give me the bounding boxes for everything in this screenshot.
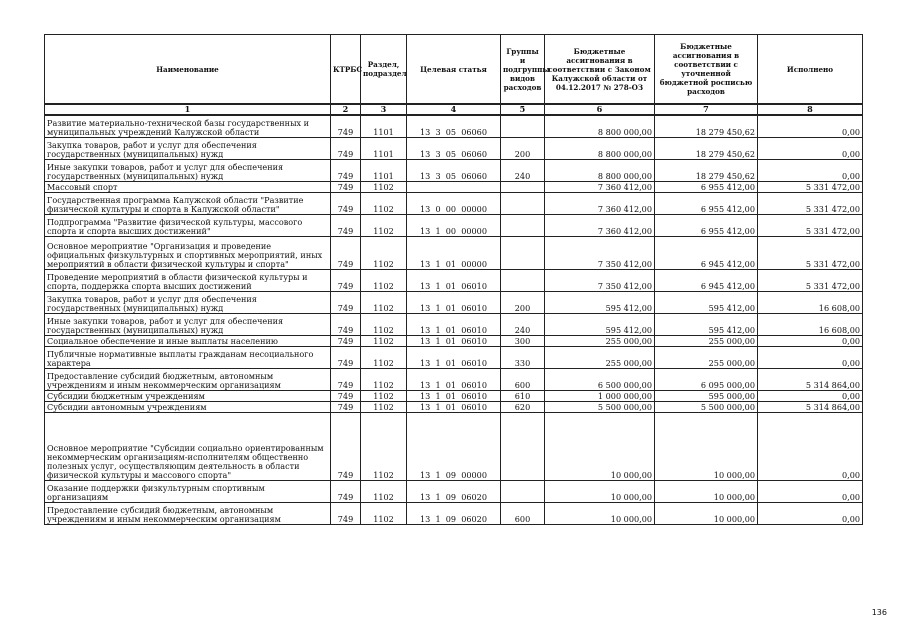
cell-refined: 10 000,00 bbox=[655, 502, 758, 524]
column-number: 3 bbox=[361, 104, 407, 115]
cell-refined: 18 279 450,62 bbox=[655, 159, 758, 181]
cell-law: 10 000,00 bbox=[545, 412, 655, 480]
cell-done: 0,00 bbox=[758, 115, 863, 137]
table-row bbox=[45, 214, 863, 236]
cell-ktrbs: 749 bbox=[331, 390, 361, 401]
table-row bbox=[45, 335, 863, 346]
table-row bbox=[45, 502, 863, 524]
cell-name: Предоставление субсидий бюджетным, автономным учреждениям и иным некоммерческим организациям bbox=[45, 368, 331, 390]
cell-section: 1102 bbox=[361, 346, 407, 368]
column-number: 5 bbox=[501, 104, 545, 115]
cell-done: 16 608,00 bbox=[758, 291, 863, 313]
table-body bbox=[45, 115, 863, 524]
cell-done: 0,00 bbox=[758, 502, 863, 524]
table-row bbox=[45, 313, 863, 335]
cell-name: Субсидии бюджетным учреждениям bbox=[45, 390, 331, 401]
cell-refined: 18 279 450,62 bbox=[655, 115, 758, 137]
cell-law: 7 360 412,00 bbox=[545, 192, 655, 214]
cell-refined: 6 945 412,00 bbox=[655, 236, 758, 269]
cell-target: 13 1 09 06020 bbox=[407, 480, 501, 502]
cell-section: 1102 bbox=[361, 368, 407, 390]
cell-group bbox=[501, 236, 545, 269]
cell-target: 13 1 01 06010 bbox=[407, 269, 501, 291]
column-number: 8 bbox=[758, 104, 863, 115]
cell-group: 240 bbox=[501, 159, 545, 181]
table-row bbox=[45, 401, 863, 412]
cell-section: 1102 bbox=[361, 480, 407, 502]
cell-section: 1102 bbox=[361, 181, 407, 192]
cell-group bbox=[501, 269, 545, 291]
cell-refined: 18 279 450,62 bbox=[655, 137, 758, 159]
cell-law: 255 000,00 bbox=[545, 335, 655, 346]
cell-law: 7 350 412,00 bbox=[545, 236, 655, 269]
table-row bbox=[45, 368, 863, 390]
cell-refined: 6 955 412,00 bbox=[655, 214, 758, 236]
column-number: 7 bbox=[655, 104, 758, 115]
header-target: Целевая статья bbox=[407, 35, 501, 105]
cell-target: 13 0 00 00000 bbox=[407, 192, 501, 214]
cell-target: 13 1 09 00000 bbox=[407, 412, 501, 480]
cell-ktrbs: 749 bbox=[331, 192, 361, 214]
header-section: Раздел, подраздел bbox=[361, 35, 407, 105]
cell-ktrbs: 749 bbox=[331, 368, 361, 390]
cell-name: Основное мероприятие "Организация и проведение официальных физкультурных и спортивных мероприятий, иных мероприятий в области физической культуры и спорта" bbox=[45, 236, 331, 269]
cell-group bbox=[501, 181, 545, 192]
cell-target: 13 3 05 06060 bbox=[407, 159, 501, 181]
cell-section: 1102 bbox=[361, 269, 407, 291]
cell-group bbox=[501, 214, 545, 236]
cell-refined: 6 955 412,00 bbox=[655, 181, 758, 192]
cell-ktrbs: 749 bbox=[331, 291, 361, 313]
table-row bbox=[45, 412, 863, 480]
column-number: 1 bbox=[45, 104, 331, 115]
cell-name: Основное мероприятие "Субсидии социально ориентированным некоммерческим организациям-исполнителям общественно полезных услуг, осуществляющим деятельность в области физической культуры и массового спорта" bbox=[45, 412, 331, 480]
cell-done: 5 314 864,00 bbox=[758, 401, 863, 412]
cell-name: Подпрограмма "Развитие физической культуры, массового спорта и спорта высших достижений" bbox=[45, 214, 331, 236]
cell-ktrbs: 749 bbox=[331, 335, 361, 346]
cell-refined: 10 000,00 bbox=[655, 412, 758, 480]
cell-name: Публичные нормативные выплаты гражданам несоциального характера bbox=[45, 346, 331, 368]
cell-refined: 595 412,00 bbox=[655, 313, 758, 335]
cell-done: 5 331 472,00 bbox=[758, 192, 863, 214]
cell-section: 1102 bbox=[361, 313, 407, 335]
cell-section: 1102 bbox=[361, 335, 407, 346]
cell-group bbox=[501, 480, 545, 502]
cell-ktrbs: 749 bbox=[331, 313, 361, 335]
cell-ktrbs: 749 bbox=[331, 502, 361, 524]
table-row bbox=[45, 181, 863, 192]
cell-target: 13 1 01 06010 bbox=[407, 390, 501, 401]
cell-done: 0,00 bbox=[758, 137, 863, 159]
cell-section: 1102 bbox=[361, 236, 407, 269]
cell-name: Предоставление субсидий бюджетным, автономным учреждениям и иным некоммерческим организациям bbox=[45, 502, 331, 524]
cell-section: 1102 bbox=[361, 502, 407, 524]
cell-ktrbs: 749 bbox=[331, 401, 361, 412]
cell-target: 13 3 05 06060 bbox=[407, 115, 501, 137]
cell-target: 13 1 01 00000 bbox=[407, 236, 501, 269]
column-number: 4 bbox=[407, 104, 501, 115]
table-row bbox=[45, 159, 863, 181]
budget-table bbox=[44, 34, 863, 525]
header-name: Наименование bbox=[45, 35, 331, 105]
header-law: Бюджетные ассигнования в соответствии с Законом Калужской области от 04.12.2017 № 278-ОЗ bbox=[545, 35, 655, 105]
cell-target bbox=[407, 181, 501, 192]
cell-ktrbs: 749 bbox=[331, 115, 361, 137]
cell-name: Массовый спорт bbox=[45, 181, 331, 192]
cell-refined: 5 500 000,00 bbox=[655, 401, 758, 412]
cell-done: 0,00 bbox=[758, 412, 863, 480]
cell-law: 595 412,00 bbox=[545, 313, 655, 335]
cell-refined: 255 000,00 bbox=[655, 346, 758, 368]
table-row bbox=[45, 269, 863, 291]
table-row bbox=[45, 192, 863, 214]
cell-ktrbs: 749 bbox=[331, 159, 361, 181]
cell-ktrbs: 749 bbox=[331, 236, 361, 269]
cell-done: 5 331 472,00 bbox=[758, 236, 863, 269]
cell-name: Развитие материально-технической базы государственных и муниципальных учреждений Калужской области bbox=[45, 115, 331, 137]
header-groups: Группы и подгруппы видов расходов bbox=[501, 35, 545, 105]
cell-group: 240 bbox=[501, 313, 545, 335]
cell-name: Закупка товаров, работ и услуг для обеспечения государственных (муниципальных) нужд bbox=[45, 137, 331, 159]
cell-group: 600 bbox=[501, 502, 545, 524]
cell-section: 1102 bbox=[361, 390, 407, 401]
cell-law: 255 000,00 bbox=[545, 346, 655, 368]
column-number: 2 bbox=[331, 104, 361, 115]
cell-section: 1102 bbox=[361, 291, 407, 313]
cell-name: Проведение мероприятий в области физической культуры и спорта, поддержка спорта высших достижений bbox=[45, 269, 331, 291]
cell-done: 5 331 472,00 bbox=[758, 181, 863, 192]
cell-done: 0,00 bbox=[758, 480, 863, 502]
cell-ktrbs: 749 bbox=[331, 137, 361, 159]
cell-target: 13 1 01 06010 bbox=[407, 368, 501, 390]
cell-done: 5 331 472,00 bbox=[758, 269, 863, 291]
cell-done: 0,00 bbox=[758, 390, 863, 401]
cell-refined: 595 412,00 bbox=[655, 291, 758, 313]
cell-ktrbs: 749 bbox=[331, 269, 361, 291]
cell-law: 10 000,00 bbox=[545, 480, 655, 502]
cell-name: Социальное обеспечение и иные выплаты населению bbox=[45, 335, 331, 346]
cell-refined: 10 000,00 bbox=[655, 480, 758, 502]
cell-target: 13 1 01 06010 bbox=[407, 335, 501, 346]
cell-group: 200 bbox=[501, 291, 545, 313]
cell-law: 1 000 000,00 bbox=[545, 390, 655, 401]
table-row bbox=[45, 236, 863, 269]
table-row bbox=[45, 115, 863, 137]
cell-name: Иные закупки товаров, работ и услуг для обеспечения государственных (муниципальных) нужд bbox=[45, 313, 331, 335]
cell-refined: 6 945 412,00 bbox=[655, 269, 758, 291]
cell-target: 13 1 00 00000 bbox=[407, 214, 501, 236]
cell-law: 5 500 000,00 bbox=[545, 401, 655, 412]
table-row bbox=[45, 137, 863, 159]
cell-ktrbs: 749 bbox=[331, 214, 361, 236]
cell-group: 600 bbox=[501, 368, 545, 390]
cell-law: 6 500 000,00 bbox=[545, 368, 655, 390]
header-ktrbs: КТРБС bbox=[331, 35, 361, 105]
column-number: 6 bbox=[545, 104, 655, 115]
cell-group: 300 bbox=[501, 335, 545, 346]
cell-refined: 595 000,00 bbox=[655, 390, 758, 401]
cell-group bbox=[501, 192, 545, 214]
cell-group bbox=[501, 412, 545, 480]
header-row bbox=[45, 35, 863, 105]
cell-target: 13 1 01 06010 bbox=[407, 401, 501, 412]
cell-ktrbs: 749 bbox=[331, 181, 361, 192]
cell-target: 13 1 01 06010 bbox=[407, 291, 501, 313]
header-done: Исполнено bbox=[758, 35, 863, 105]
budget-sheet bbox=[44, 34, 862, 525]
cell-law: 8 800 000,00 bbox=[545, 159, 655, 181]
cell-group: 620 bbox=[501, 401, 545, 412]
cell-refined: 6 955 412,00 bbox=[655, 192, 758, 214]
table-row bbox=[45, 390, 863, 401]
cell-done: 0,00 bbox=[758, 335, 863, 346]
cell-group: 330 bbox=[501, 346, 545, 368]
cell-law: 10 000,00 bbox=[545, 502, 655, 524]
cell-name: Иные закупки товаров, работ и услуг для обеспечения государственных (муниципальных) нужд bbox=[45, 159, 331, 181]
cell-target: 13 1 01 06010 bbox=[407, 346, 501, 368]
table-row bbox=[45, 291, 863, 313]
cell-name: Субсидии автономным учреждениям bbox=[45, 401, 331, 412]
cell-law: 7 360 412,00 bbox=[545, 181, 655, 192]
cell-done: 0,00 bbox=[758, 346, 863, 368]
cell-law: 595 412,00 bbox=[545, 291, 655, 313]
cell-name: Государственная программа Калужской области "Развитие физической культуры и спорта в Калужской области" bbox=[45, 192, 331, 214]
cell-group bbox=[501, 115, 545, 137]
table-row bbox=[45, 346, 863, 368]
cell-section: 1101 bbox=[361, 137, 407, 159]
cell-done: 5 314 864,00 bbox=[758, 368, 863, 390]
cell-law: 8 800 000,00 bbox=[545, 115, 655, 137]
cell-name: Закупка товаров, работ и услуг для обеспечения государственных (муниципальных) нужд bbox=[45, 291, 331, 313]
cell-refined: 255 000,00 bbox=[655, 335, 758, 346]
cell-law: 8 800 000,00 bbox=[545, 137, 655, 159]
cell-section: 1102 bbox=[361, 214, 407, 236]
column-numbers-row bbox=[45, 104, 863, 115]
cell-name: Оказание поддержки физкультурным спортивным организациям bbox=[45, 480, 331, 502]
cell-done: 5 331 472,00 bbox=[758, 214, 863, 236]
cell-section: 1101 bbox=[361, 159, 407, 181]
cell-group: 200 bbox=[501, 137, 545, 159]
cell-target: 13 3 05 06060 bbox=[407, 137, 501, 159]
cell-refined: 6 095 000,00 bbox=[655, 368, 758, 390]
cell-group: 610 bbox=[501, 390, 545, 401]
cell-ktrbs: 749 bbox=[331, 412, 361, 480]
cell-target: 13 1 09 06020 bbox=[407, 502, 501, 524]
cell-section: 1102 bbox=[361, 192, 407, 214]
cell-done: 16 608,00 bbox=[758, 313, 863, 335]
cell-law: 7 360 412,00 bbox=[545, 214, 655, 236]
header-refined: Бюджетные ассигнования в соответствии с уточненной бюджетной росписью расходов bbox=[655, 35, 758, 105]
table-row bbox=[45, 480, 863, 502]
cell-section: 1101 bbox=[361, 115, 407, 137]
cell-ktrbs: 749 bbox=[331, 480, 361, 502]
cell-done: 0,00 bbox=[758, 159, 863, 181]
cell-ktrbs: 749 bbox=[331, 346, 361, 368]
cell-section: 1102 bbox=[361, 412, 407, 480]
cell-section: 1102 bbox=[361, 401, 407, 412]
cell-target: 13 1 01 06010 bbox=[407, 313, 501, 335]
page-number: 136 bbox=[871, 608, 887, 617]
cell-law: 7 350 412,00 bbox=[545, 269, 655, 291]
